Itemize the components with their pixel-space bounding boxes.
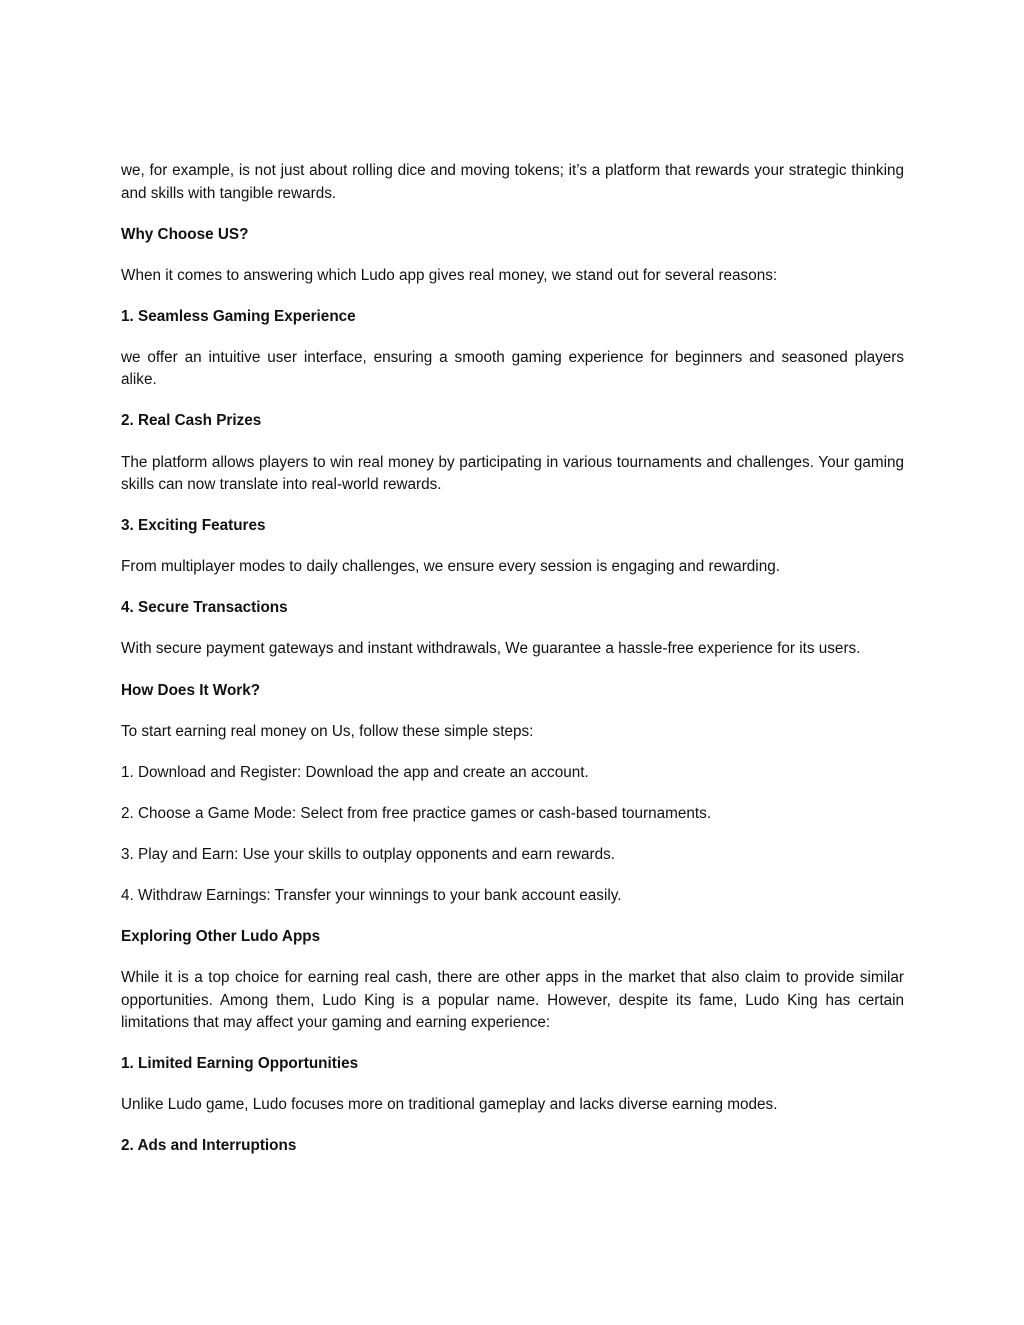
heading-exciting-features: 3. Exciting Features [121,517,266,535]
steps-intro-paragraph: To start earning real money on Us, follow these simple steps: [121,722,534,740]
other-apps-paragraph: While it is a top choice for earning real cash, there are other apps in the market that also claim to provide similar opportunities. Among them, Ludo King is a popular name. However, despite its fame, Ludo King has certain limitations that may affect your gaming and earning experience: [121,969,904,1032]
real-cash-paragraph: The platform allows players to win real money by participating in various tournaments and challenges. Your gaming skills can now translate into real-world rewards. [121,453,904,494]
heading-seamless-gaming: 1. Seamless Gaming Experience [121,307,356,325]
document-page [121,160,904,1177]
heading-exploring-other-apps: Exploring Other Ludo Apps [121,928,321,946]
step-3: 3. Play and Earn: Use your skills to outplay opponents and earn rewards. [121,845,616,863]
exciting-features-paragraph: From multiplayer modes to daily challenges, we ensure every session is engaging and rewarding. [121,558,780,576]
heading-secure-transactions: 4. Secure Transactions [121,599,288,617]
heading-ads-interruptions: 2. Ads and Interruptions [121,1137,297,1155]
step-4: 4. Withdraw Earnings: Transfer your winnings to your bank account easily. [121,887,622,904]
step-1: 1. Download and Register: Download the app and create an account. [121,763,589,781]
heading-why-choose-us: Why Choose US? [121,225,249,243]
secure-transactions-paragraph: With secure payment gateways and instant withdrawals, We guarantee a hassle-free experience for its users. [121,640,861,658]
intro-paragraph: we, for example, is not just about rolling dice and moving tokens; it’s a platform that rewards your strategic thinking and skills with tangible rewards. [121,162,904,202]
limited-earning-paragraph: Unlike Ludo game, Ludo focuses more on traditional gameplay and lacks diverse earning modes. [121,1096,778,1114]
seamless-gaming-paragraph: we offer an intuitive user interface, ensuring a smooth gaming experience for beginners and seasoned players alike. [121,348,904,389]
heading-how-does-it-work: How Does It Work? [121,681,261,699]
heading-real-cash-prizes: 2. Real Cash Prizes [121,412,262,430]
step-2: 2. Choose a Game Mode: Select from free practice games or cash-based tournaments. [121,804,712,822]
heading-limited-earning: 1. Limited Earning Opportunities [121,1055,359,1073]
why-choose-paragraph: When it comes to answering which Ludo app gives real money, we stand out for several reasons: [121,266,778,284]
